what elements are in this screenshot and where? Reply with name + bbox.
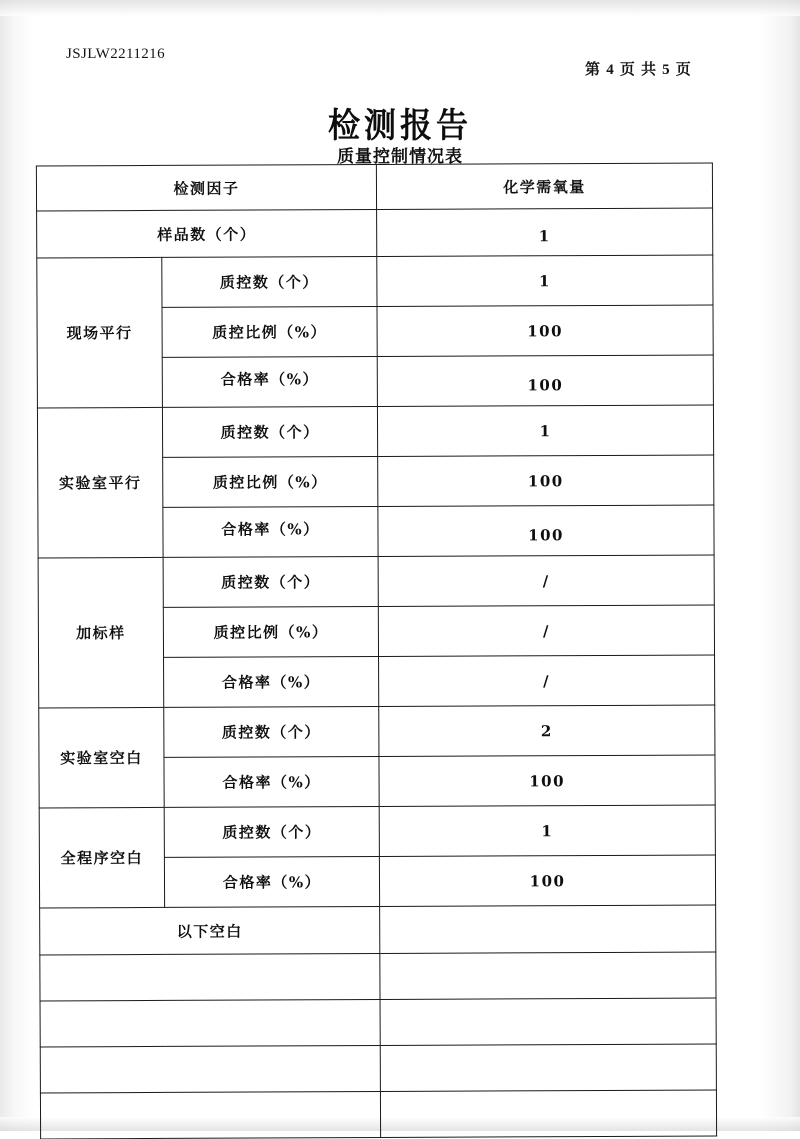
factor-header-value: 化学需氧量: [376, 163, 712, 209]
table-row: [36, 163, 712, 211]
row-label: 质控数（个）: [162, 406, 377, 457]
footer-note: 以下空白: [40, 906, 380, 954]
row-value: 1: [377, 405, 713, 456]
group-label-lab-blank: 实验室空白: [39, 707, 164, 808]
table-row: [37, 208, 713, 258]
table-row: [39, 805, 715, 858]
row-value: /: [379, 655, 715, 706]
empty-cell: [40, 1045, 380, 1092]
document-number: JSJLW2211216: [66, 46, 165, 62]
row-label: 质控数（个）: [163, 556, 378, 607]
row-label: 质控比例（%）: [163, 606, 378, 657]
row-value: /: [378, 605, 714, 656]
row-value: 100: [377, 359, 713, 410]
quality-control-table-wrapper: [38, 164, 714, 1138]
table-row: [37, 405, 713, 458]
row-label: 质控数（个）: [162, 256, 377, 307]
row-value: /: [378, 555, 714, 606]
row-label: 合格率（%）: [164, 756, 379, 807]
row-label: 质控比例（%）: [163, 456, 378, 507]
row-label: 质控数（个）: [164, 806, 379, 857]
row-label: 合格率（%）: [162, 353, 377, 404]
group-label-spiked-sample: 加标样: [38, 557, 164, 708]
table-row: [40, 998, 716, 1047]
row-value: 100: [377, 305, 713, 356]
quality-control-table: [36, 163, 717, 1139]
empty-cell: [380, 998, 716, 1045]
row-label: 质控数（个）: [164, 706, 379, 757]
row-value: 1: [379, 805, 715, 856]
factor-header-label: 检测因子: [36, 164, 376, 210]
empty-cell: [40, 999, 380, 1046]
row-value: 100: [379, 855, 715, 906]
table-row: [37, 255, 713, 308]
page-number: 第 4 页 共 5 页: [585, 62, 692, 78]
empty-cell: [380, 1090, 716, 1137]
empty-cell: [40, 1091, 380, 1138]
scan-edge-top: [0, 0, 800, 16]
row-value: 2: [379, 705, 715, 756]
table-row: [40, 1090, 716, 1139]
row-label: 质控比例（%）: [162, 306, 377, 357]
row-label: 合格率（%）: [164, 856, 379, 907]
group-label-lab-parallel: 实验室平行: [37, 407, 163, 558]
footer-note-value: [380, 905, 716, 953]
row-label: 合格率（%）: [164, 656, 379, 707]
group-label-full-procedure-blank: 全程序空白: [39, 807, 164, 908]
table-row: [40, 1044, 716, 1093]
table-row: [40, 952, 716, 1001]
table-row: [39, 705, 715, 758]
row-value: 100: [379, 755, 715, 806]
page-subtitle: 质量控制情况表: [337, 147, 463, 167]
row-label: 合格率（%）: [163, 503, 378, 554]
row-value: 1: [377, 255, 713, 306]
empty-cell: [40, 953, 380, 1000]
empty-cell: [380, 1044, 716, 1091]
sample-count-value: 1: [377, 212, 713, 260]
page-title: 检测报告: [327, 104, 472, 146]
row-value: 100: [378, 509, 714, 560]
table-row: [38, 555, 714, 608]
row-value: 100: [378, 455, 714, 506]
group-label-field-parallel: 现场平行: [37, 257, 163, 408]
sample-count-label: 样品数（个）: [37, 209, 377, 257]
table-row: [40, 905, 716, 955]
empty-cell: [380, 952, 716, 999]
